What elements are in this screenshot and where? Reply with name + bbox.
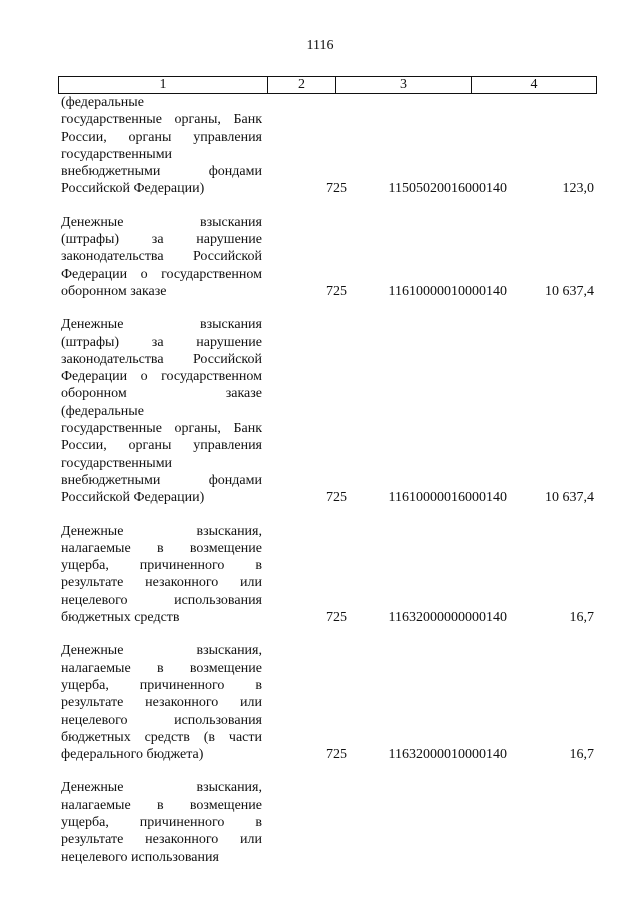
amount: 16,7: [569, 610, 594, 626]
row-description: [61, 316, 262, 506]
row-description: [61, 779, 262, 865]
description-line: бюджетных средств (в части: [61, 729, 262, 745]
description-line: Российской Федерации): [61, 490, 205, 506]
description-line: Федерации о государственном: [61, 369, 262, 385]
admin-code: 725: [326, 490, 347, 506]
table-row: [61, 94, 594, 198]
description-line: ущерба, причиненного в: [61, 558, 262, 574]
description-line: (федеральные: [61, 95, 144, 110]
description-line: законодательства Российской: [61, 351, 262, 367]
description-line: ущерба, причиненного в: [61, 814, 262, 830]
description-line: (федеральные: [61, 403, 144, 419]
header-col-4: 4: [471, 77, 596, 93]
description-line: Денежные взыскания,: [61, 643, 262, 659]
amount: 16,7: [569, 747, 594, 763]
description-line: оборонном заказе: [61, 386, 262, 402]
amount: 10 637,4: [545, 490, 594, 506]
description-line: Денежные взыскания,: [61, 780, 262, 796]
description-line: государственные органы, Банк: [61, 421, 262, 437]
table-row: [61, 642, 594, 763]
description-line: федерального бюджета): [61, 747, 204, 763]
description-line: Денежные взыскания,: [61, 523, 262, 539]
admin-code: 725: [326, 181, 347, 197]
description-line: результате незаконного или: [61, 832, 262, 848]
page-number: 1116: [306, 38, 334, 53]
description-line: государственными: [61, 146, 173, 162]
description-line: внебюджетными фондами: [61, 164, 262, 180]
admin-code: 725: [326, 610, 347, 626]
description-line: России, органы управления: [61, 438, 262, 454]
table-row: [61, 316, 594, 506]
description-line: внебюджетными фондами: [61, 472, 262, 488]
description-line: (штрафы) за нарушение: [61, 232, 262, 248]
description-line: России, органы управления: [61, 129, 262, 145]
budget-classification-code: 11505020016000140: [388, 181, 507, 197]
description-line: Российской Федерации): [61, 181, 205, 197]
description-line: (штрафы) за нарушение: [61, 334, 262, 350]
amount: 123,0: [562, 181, 594, 197]
row-description: [61, 214, 262, 300]
description-line: нецелевого использования: [61, 849, 219, 865]
budget-classification-code: 11610000016000140: [388, 490, 507, 506]
header-col-2: 2: [267, 77, 335, 93]
description-line: бюджетных средств: [61, 610, 180, 626]
description-line: Федерации о государственном: [61, 266, 262, 282]
row-description: [61, 523, 262, 627]
description-line: нецелевого использования: [61, 712, 262, 728]
description-line: нецелевого использования: [61, 592, 262, 608]
table-row: [61, 779, 594, 865]
table-row: [61, 523, 594, 627]
description-line: налагаемые в возмещение: [61, 660, 262, 676]
description-line: законодательства Российской: [61, 249, 262, 265]
admin-code: 725: [326, 283, 347, 299]
description-line: оборонном заказе: [61, 283, 167, 299]
header-col-3: 3: [335, 77, 471, 93]
row-description: [61, 94, 262, 198]
budget-classification-code: 11632000000000140: [388, 610, 507, 626]
description-line: налагаемые в возмещение: [61, 797, 262, 813]
description-line: государственные органы, Банк: [61, 112, 262, 128]
budget-classification-code: 11610000010000140: [388, 283, 507, 299]
description-line: налагаемые в возмещение: [61, 540, 262, 556]
description-line: ущерба, причиненного в: [61, 677, 262, 693]
table-body: [61, 94, 594, 882]
description-line: государственными: [61, 455, 173, 471]
budget-classification-code: 11632000010000140: [388, 747, 507, 763]
admin-code: 725: [326, 747, 347, 763]
row-description: [61, 642, 262, 763]
amount: 10 637,4: [545, 283, 594, 299]
description-line: результате незаконного или: [61, 695, 262, 711]
description-line: результате незаконного или: [61, 575, 262, 591]
description-line: Денежные взыскания: [61, 214, 262, 230]
table-header: [58, 76, 597, 94]
table-row: [61, 214, 594, 300]
header-col-1: 1: [159, 77, 167, 92]
description-line: Денежные взыскания: [61, 317, 262, 333]
